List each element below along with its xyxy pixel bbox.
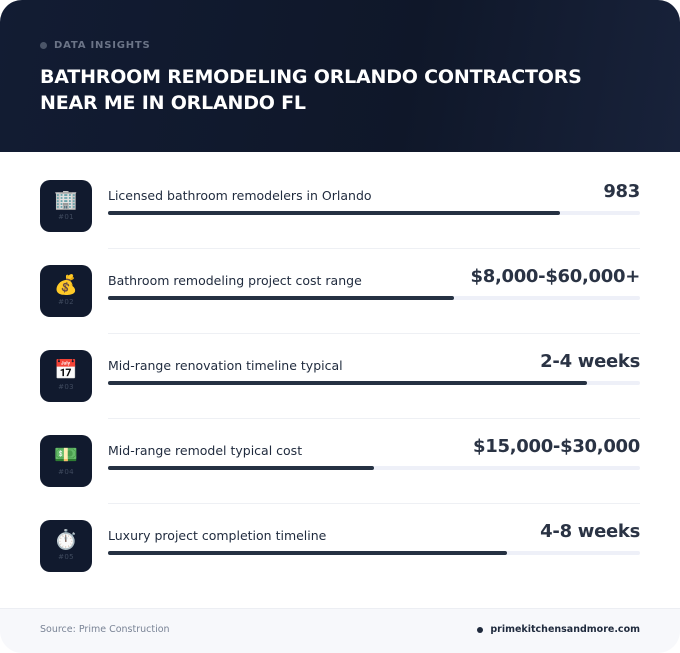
stat-badge [40, 435, 92, 487]
eyebrow [40, 39, 151, 51]
stat-label: Mid-range renovation timeline typical [108, 358, 343, 373]
office-building-icon: 🏢 [54, 189, 78, 211]
progress-fill [108, 381, 587, 385]
stat-number: #03 [58, 383, 74, 391]
stat-row [40, 322, 640, 407]
money-bag-icon: 💰 [54, 274, 78, 296]
stat-label: Bathroom remodeling project cost range [108, 273, 362, 288]
dollar-banknote-icon: 💵 [54, 444, 78, 466]
progress-fill [108, 551, 507, 555]
progress-track [108, 381, 640, 385]
stat-value: 2-4 weeks [540, 351, 640, 372]
stat-row [40, 152, 640, 237]
stat-label: Licensed bathroom remodelers in Orlando [108, 188, 372, 203]
card-header [0, 0, 680, 152]
stat-label: Luxury project completion timeline [108, 528, 327, 543]
stat-value: $15,000-$30,000 [473, 436, 640, 457]
stat-badge [40, 180, 92, 232]
stat-number: #02 [58, 298, 74, 306]
stat-badge [40, 265, 92, 317]
calendar-icon: 📅 [54, 359, 78, 381]
source-text: Source: Prime Construction [40, 624, 170, 635]
stat-number: #04 [58, 468, 74, 476]
stat-number: #05 [58, 553, 74, 561]
stat-row [40, 407, 640, 492]
progress-track [108, 211, 640, 215]
site-link[interactable] [477, 624, 640, 635]
stat-badge [40, 350, 92, 402]
eyebrow-dot-icon [40, 42, 47, 49]
bullet-dot-icon [477, 627, 483, 633]
card-footer [0, 608, 680, 653]
eyebrow-label: DATA INSIGHTS [54, 39, 151, 51]
stat-row [40, 237, 640, 322]
progress-fill [108, 466, 374, 470]
page-title: BATHROOM REMODELING ORLANDO CONTRACTORS NEAR ME IN ORLANDO FL [40, 66, 582, 114]
stat-label: Mid-range remodel typical cost [108, 443, 303, 458]
progress-track [108, 466, 640, 470]
stat-number: #01 [58, 213, 74, 221]
progress-fill [108, 211, 560, 215]
progress-track [108, 296, 640, 300]
stat-badge [40, 520, 92, 572]
stat-value: 983 [603, 181, 640, 202]
stat-row [40, 492, 640, 577]
progress-track [108, 551, 640, 555]
stopwatch-icon: ⏱️ [54, 529, 78, 551]
site-url: primekitchensandmore.com [490, 624, 640, 635]
stat-value: 4-8 weeks [540, 521, 640, 542]
stat-value: $8,000-$60,000+ [470, 266, 640, 287]
progress-fill [108, 296, 454, 300]
